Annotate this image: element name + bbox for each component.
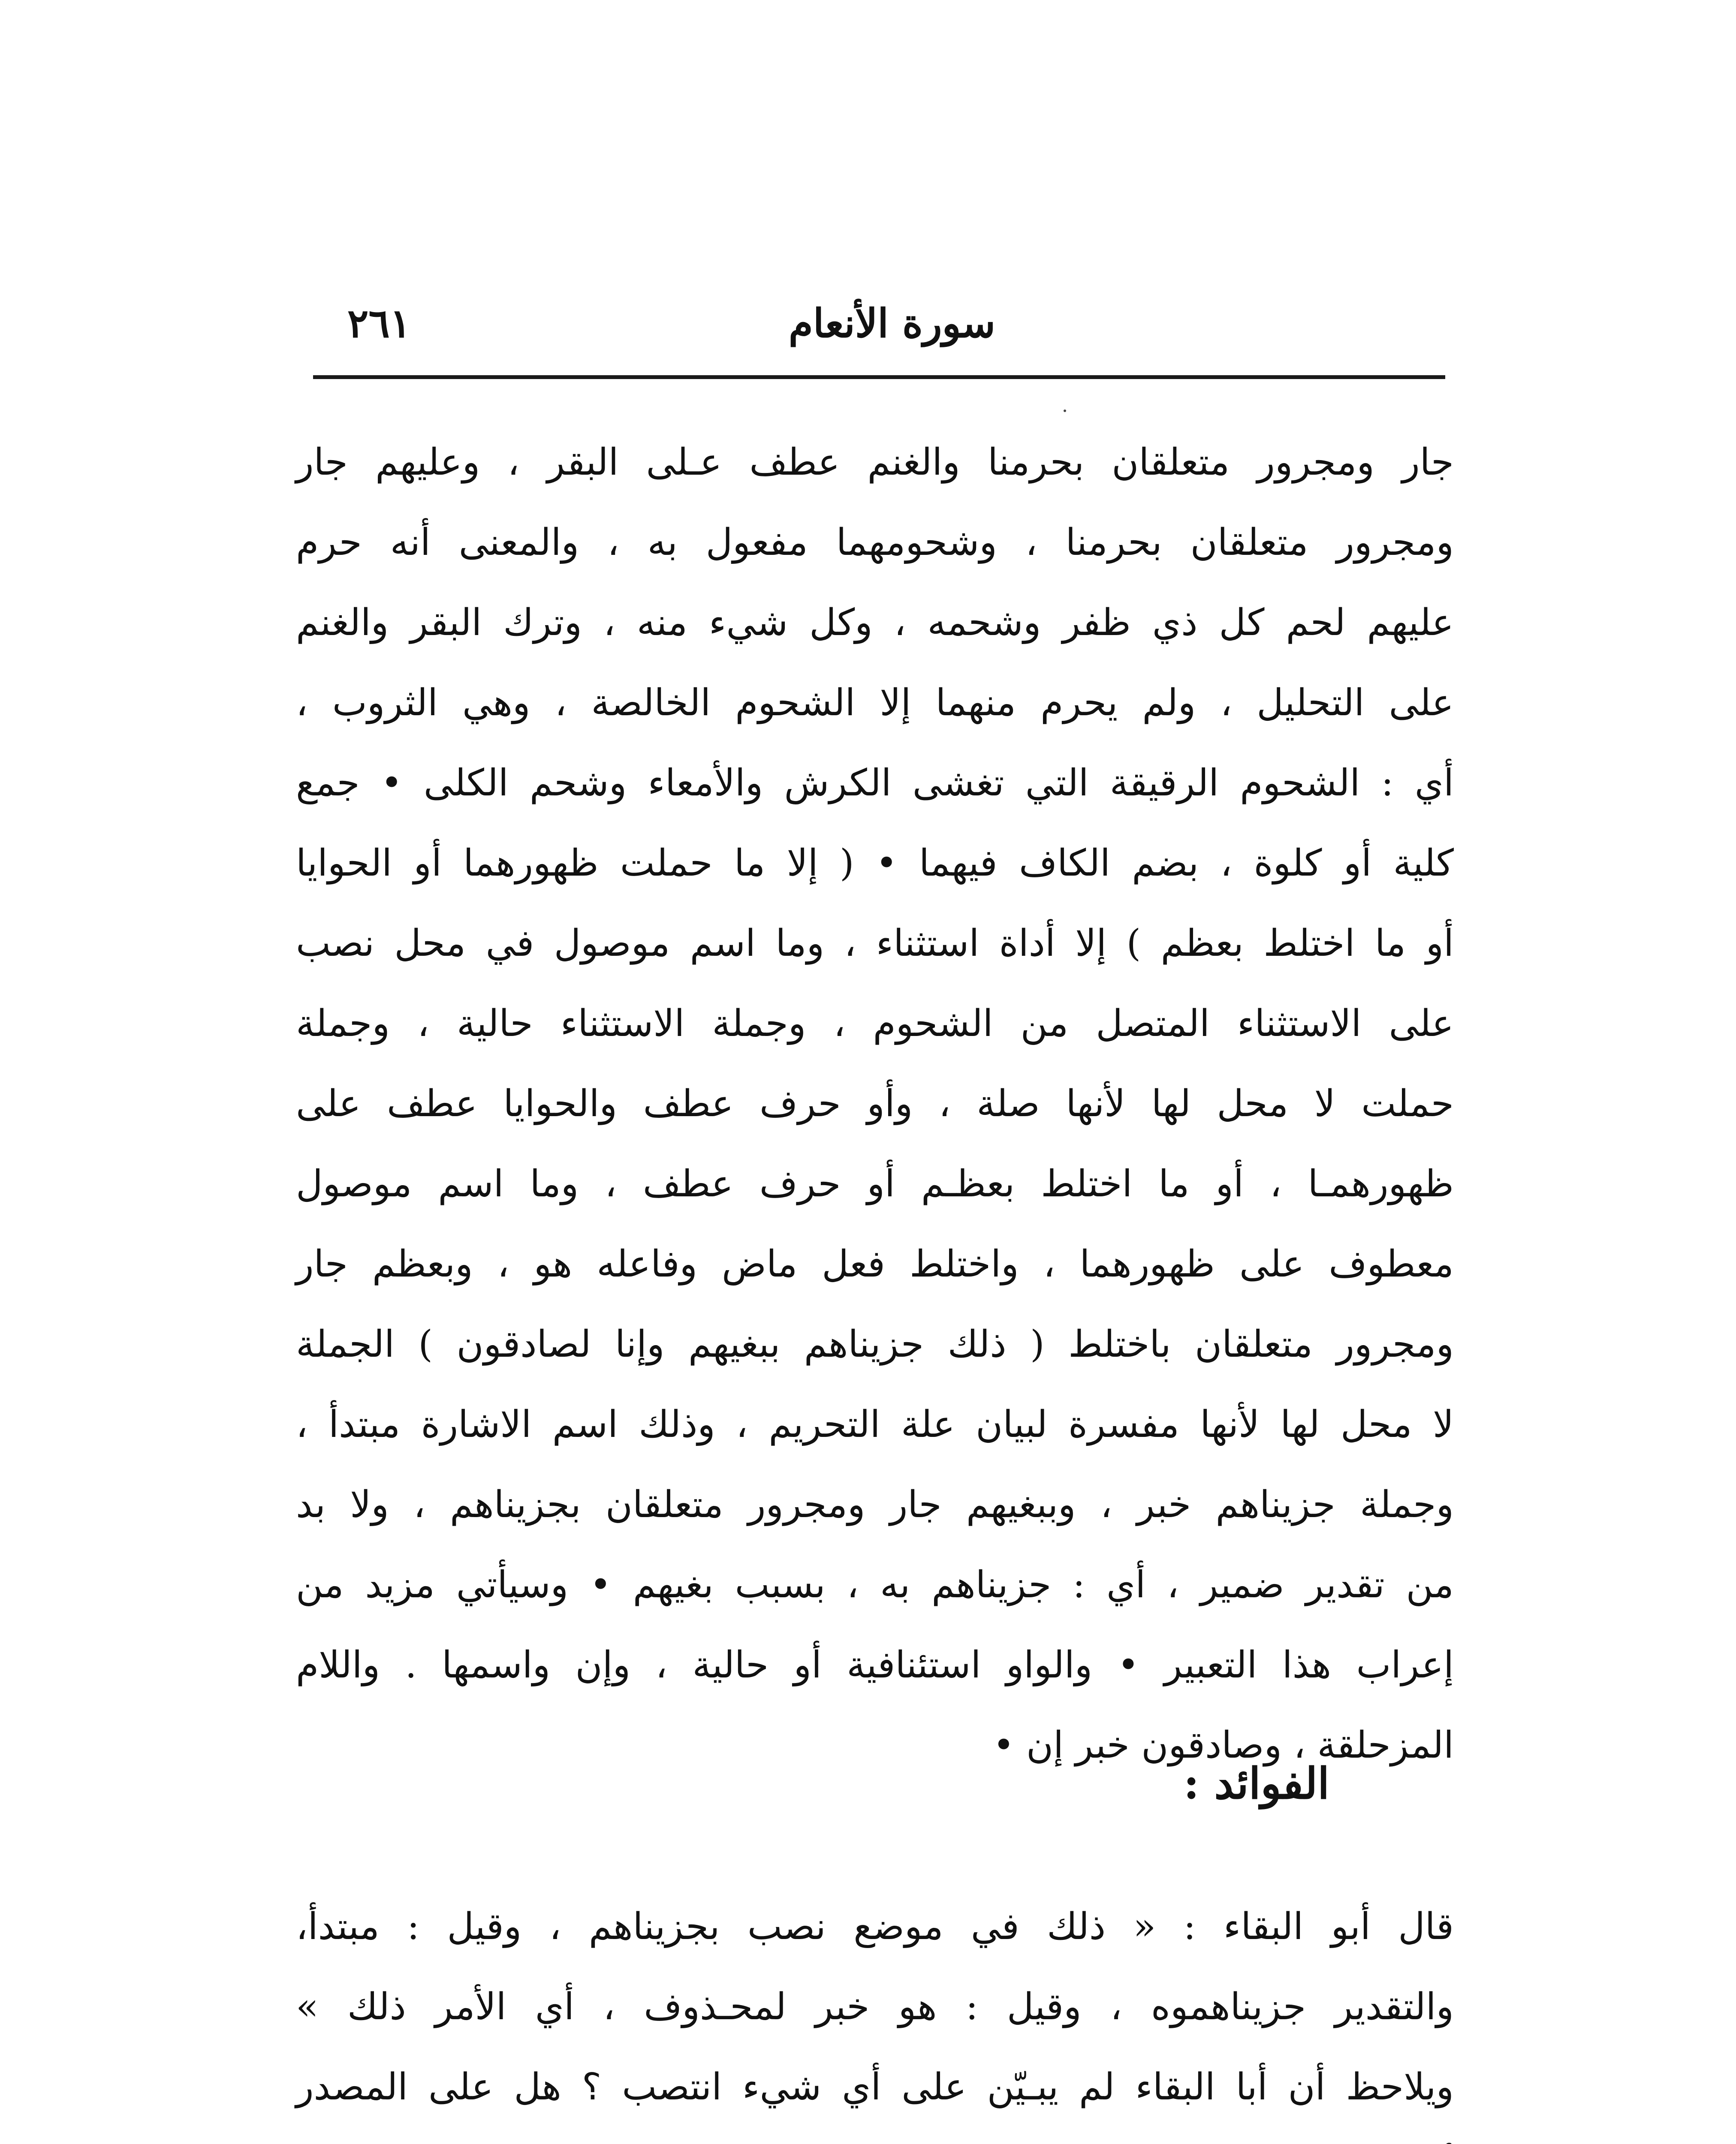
text-line: من تقدير ضمير ، أي : جزيناهم به ، بسبب بغيهم • وسيأتي مزيد من (296, 1563, 1454, 1606)
text-line: ويلاحظ أن أبا البقاء لم يبـيّن على أي شيء انتصب ؟ هل على المصدر (296, 2066, 1454, 2108)
text-line: المزحلقة ، وصادقون خبر إن • (992, 1724, 1454, 1767)
running-title: سورة الأنعام (788, 300, 996, 346)
text-line: ومجرور متعلقان باختلط ( ذلك جزيناهم ببغيهم وإنا لصادقون ) الجملة (296, 1323, 1454, 1366)
text-line: على الاستثناء المتصل من الشحوم ، وجملة الاستثناء حالية ، وجملة (296, 1002, 1454, 1045)
grammar-analysis-paragraph (296, 422, 1454, 1786)
text-line: معطوف على ظهورهما ، واختلط فعل ماض وفاعله هو ، وبعظم جار (296, 1243, 1454, 1286)
section-heading: الفوائد : (1183, 1758, 1329, 1809)
page-number: ٢٦١ (347, 300, 411, 346)
scan-speck (1064, 410, 1066, 412)
text-line: على التحليل ، ولم يحرم منهما إلا الشحوم الخالصة ، وهي الثروب ، (296, 681, 1454, 724)
text-line: ومجرور متعلقان بحرمنا ، وشحومهما مفعول به ، والمعنى أنه حرم (296, 521, 1454, 564)
text-line: عليهم لحم كل ذي ظفر وشحمه ، وكل شيء منه ، وترك البقر والغنم (296, 601, 1454, 644)
text-line: أي : الشحوم الرقيقة التي تغشى الكرش والأمعاء وشحم الكلى • جمع (296, 762, 1454, 804)
benefits-paragraph (296, 1887, 1454, 2144)
text-line: أو ما اختلط بعظم ) إلا أداة استثناء ، وما اسم موصول في محل نصب (296, 922, 1454, 965)
text-line: وجملة جزيناهم خبر ، وببغيهم جار ومجرور متعلقان بجزيناهم ، ولا بد (296, 1483, 1454, 1526)
header-divider (313, 375, 1445, 379)
text-line: كلية أو كلوة ، بضم الكاف فيهما • ( إلا ما حملت ظهورهما أو الحوايا (296, 842, 1454, 885)
text-line: إعراب هذا التعبير • والواو استئنافية أو حالية ، وإن واسمها . واللام (296, 1644, 1454, 1686)
text-line: ظهورهمـا ، أو ما اختلط بعظـم أو حرف عطف ، وما اسم موصول (296, 1162, 1454, 1205)
text-line: والتقدير جزيناهموه ، وقيل : هو خبر لمحـذوف ، أي الأمر ذلك » (296, 1985, 1454, 2028)
text-line: جار ومجرور متعلقان بحرمنا والغنم عطف عـلى البقر ، وعليهم جار (296, 441, 1454, 484)
text-line: قال أبو البقاء : « ذلك في موضع نصب بجزيناهم ، وقيل : مبتدأ، (296, 1905, 1454, 1948)
text-line: حملت لا محل لها لأنها صلة ، وأو حرف عطف والحوايا عطف على (296, 1082, 1454, 1125)
text-line (296, 2127, 1454, 2144)
text-line: لا محل لها لأنها مفسرة لبيان علة التحريم ، وذلك اسم الاشارة مبتدأ ، (296, 1403, 1454, 1446)
page-header (313, 296, 1437, 360)
